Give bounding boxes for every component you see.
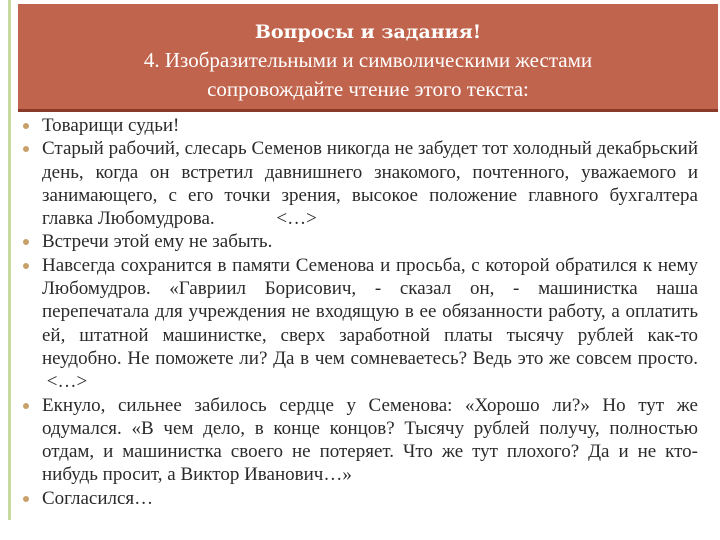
list-item xyxy=(18,254,698,394)
item-text: Согласился… xyxy=(42,487,154,509)
bullet-icon xyxy=(23,263,29,269)
list-item xyxy=(18,114,698,137)
bullet-icon xyxy=(23,239,29,245)
item-text: Навсегда сохранится в памяти Семенова и просьба, с которой обратился к нему Любомудров. «Гавриил Борисович, - сказал он, - машинистка наша перепечатала для учреждения не входящую в ее обязанности работу, а оплатить ей, штатной машинистке, сверх заработной платы тысячу рублей как-то неудобно. Не поможете ли? Да в чем сомневаетесь? Ведь это же совсем просто. xyxy=(42,254,698,369)
bullet-icon xyxy=(23,146,29,152)
ellipsis-marker: <…> xyxy=(276,208,317,230)
slide-title: Вопросы и задания! xyxy=(254,21,482,43)
text-body xyxy=(18,114,698,510)
list-item xyxy=(18,394,698,487)
bullet-icon xyxy=(23,403,29,409)
bullet-icon xyxy=(23,496,29,502)
list-item xyxy=(18,487,698,510)
ellipsis-marker: <…> xyxy=(46,371,88,393)
left-divider xyxy=(8,0,11,520)
list-item xyxy=(18,137,698,230)
item-text: Товарищи судьи! xyxy=(42,115,180,136)
item-text: Екнуло, сильнее забилось сердце у Семенова: «Хорошо ли?» Но тут же одумался. «В чем дело, в конце концов? Тысячу рублей получу, полностью отдам, и машинистка своего не потеряет. Что же тут плохого? Да и не кто-нибудь просит, а Виктор Иванович…» xyxy=(42,394,698,486)
slide-header xyxy=(18,4,718,112)
bullet-list xyxy=(18,114,698,510)
item-text: Старый рабочий, слесарь Семенов никогда не забудет тот холодный декабрьский день, когда он встретил давнишнего знакомого, почтенного, уважаемого и занимающего, с его точки зрения, высокое положение главного бухгалтера главка Любомудрова. xyxy=(42,138,698,230)
bullet-icon xyxy=(23,123,29,129)
item-text: Встречи этой ему не забыть. xyxy=(42,231,273,253)
list-item xyxy=(18,230,698,253)
task-text: 4. Изобразительными и символическими жестами сопровождайте чтение этого текста: xyxy=(143,48,593,101)
